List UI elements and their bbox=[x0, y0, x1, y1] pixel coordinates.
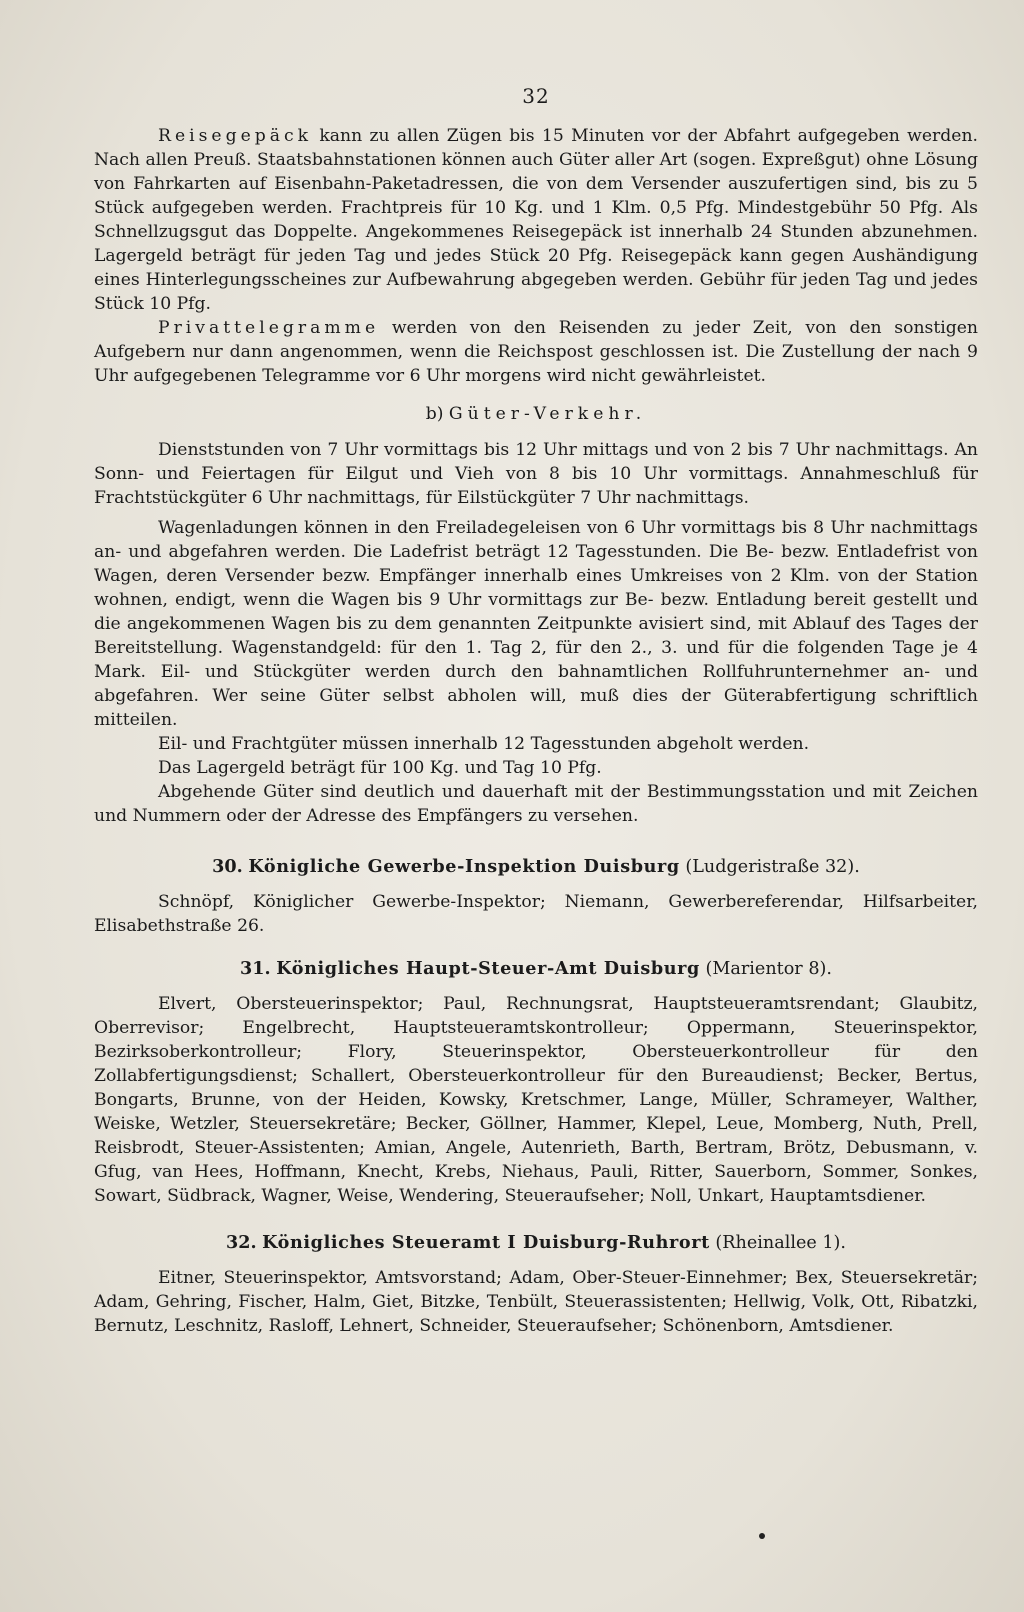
goods-heading-title: Güter-Verkehr. bbox=[448, 404, 647, 424]
goods-pickup: Eil- und Frachtgüter müssen innerhalb 12 Tagesstunden abgeholt werden. bbox=[158, 734, 810, 754]
section-address: (Ludgeristraße 32). bbox=[685, 857, 860, 877]
section-address: (Rheinallee 1). bbox=[715, 1233, 847, 1253]
section-heading bbox=[94, 1230, 978, 1256]
luggage-paragraph bbox=[94, 124, 978, 316]
section-address: (Marientor 8). bbox=[705, 959, 832, 979]
goods-storage: Das Lagergeld beträgt für 100 Kg. und Tag 10 Pfg. bbox=[158, 758, 602, 778]
section-body: Eitner, Steuerinspektor, Amtsvorstand; Adam, Ober-Steuer-Einnehmer; Bex, Steuersekretär; Adam, Gehring, Fischer, Halm, Giet, Bitzke, Tenbült, Steuerassistenten; Hellwig, Volk, Ott, Ribatzki, Bernutz, Leschnitz, Rasloff, Lehnert, Schneider, Steueraufseher; Schönenborn, Amtsdiener. bbox=[94, 1268, 978, 1336]
goods-hours: Dienststunden von 7 Uhr vormittags bis 12 Uhr mittags und von 2 bis 7 Uhr nachmittags. An Sonn- und Feiertagen für Eilgut und Vieh von 8 bis 10 Uhr vormittags. Annahmeschluß für Frachtstückgüter 6 Uhr nachmittags, für Eilstückgüter 7 Uhr nachmittags. bbox=[94, 440, 978, 508]
goods-marking: Abgehende Güter sind deutlich und dauerhaft mit der Bestimmungsstation und mit Zeichen und Nummern oder der Adresse des Empfängers zu versehen. bbox=[94, 782, 978, 826]
page-number: 32 bbox=[522, 84, 550, 108]
section-number: 31. bbox=[240, 958, 271, 979]
section-heading bbox=[94, 956, 978, 982]
section-name: Königliches Haupt-Steuer-Amt Duisburg bbox=[276, 958, 700, 979]
goods-heading-prefix: b) bbox=[425, 404, 444, 424]
section-number: 30. bbox=[212, 856, 243, 877]
section-name: Königliche Gewerbe-Inspektion Duisburg bbox=[248, 856, 680, 877]
ink-speck bbox=[759, 1533, 765, 1539]
goods-heading bbox=[94, 402, 978, 426]
luggage-text: kann zu allen Zügen bis 15 Minuten vor der Abfahrt aufgegeben werden. Nach allen Preuß. Staatsbahnstationen können auch Güter aller Art (sogen. Expreßgut) ohne Lösung von Fahrkarten auf Eisenbahn-Paketadressen, die von dem Versender auszufertigen sind, bis zu 5 Stück aufgegeben werden. Frachtpreis für 10 Kg. und 1 Klm. 0,5 Pfg. Mindestgebühr 50 Pfg. Als Schnellzugsgut das Doppelte. Angekommenes Reisegepäck ist innerhalb 24 Stunden abzunehmen. Lagergeld beträgt für jeden Tag und jedes Stück 20 Pfg. Reisegepäck kann gegen Aushändigung eines Hinterlegungsscheines zur Aufbewahrung abgegeben werden. Gebühr für jeden Tag und jedes Stück 10 Pfg. bbox=[94, 126, 978, 314]
goods-wagons: Wagenladungen können in den Freiladegeleisen von 6 Uhr vormittags bis 8 Uhr nachmittags an- und abgefahren werden. Die Ladefrist beträgt 12 Tagesstunden. Die Be- bezw. Entladefrist von Wagen, deren Versender bezw. Empfänger innerhalb eines Umkreises von 2 Klm. von der Station wohnen, endigt, wenn die Wagen bis 9 Uhr vormittags zur Be- bezw. Entladung bereit gestellt und die angekommenen Wagen bis zu dem genannten Zeitpunkte avisiert sind, mit Ablauf des Tages der Bereitstellung. Wagenstandgeld: für den 1. Tag 2, für den 2., 3. und für die folgenden Tage je 4 Mark. Eil- und Stückgüter werden durch den bahnamtlichen Rollfuhrunternehmer an- und abgefahren. Wer seine Güter selbst abholen will, muß dies der Güterabfertigung schriftlich mitteilen. bbox=[94, 518, 978, 730]
telegrams-text: werden von den Reisenden zu jeder Zeit, von den sonstigen Aufgebern nur dann angenommen, wenn die Reichspost geschlossen ist. Die Zustellung der nach 9 Uhr aufgegebenen Telegramme vor 6 Uhr morgens wird nicht gewährleistet. bbox=[94, 318, 978, 386]
section-body: Schnöpf, Königlicher Gewerbe-Inspektor; Niemann, Gewerbereferendar, Hilfsarbeiter, Elisabethstraße 26. bbox=[94, 892, 978, 936]
luggage-lead: Reisegepäck bbox=[158, 126, 313, 146]
telegrams-paragraph bbox=[94, 316, 978, 388]
section-heading bbox=[94, 854, 978, 880]
section-name: Königliches Steueramt I Duisburg-Ruhrort bbox=[262, 1232, 710, 1253]
section-body: Elvert, Obersteuerinspektor; Paul, Rechnungsrat, Hauptsteueramtsrendant; Glaubitz, Oberrevisor; Engelbrecht, Hauptsteueramtskontrolleur; Oppermann, Steuerinspektor, Bezirksoberkontrolleur; Flory, Steuerinspektor, Obersteuerkontrolleur für den Zollabfertigungsdienst; Schallert, Obersteuerkontrolleur für den Bureaudienst; Becker, Bertus, Bongarts, Brunne, von der Heiden, Kowsky, Kretschmer, Lange, Müller, Schrameyer, Walther, Weiske, Wetzler, Steuersekretäre; Becker, Göllner, Hammer, Klepel, Leue, Momberg, Nuth, Prell, Reisbrodt, Steuer-Assistenten; Amian, Angele, Autenrieth, Barth, Bertram, Brötz, Debusmann, v. Gfug, van Hees, Hoffmann, Knecht, Krebs, Niehaus, Pauli, Ritter, Sauerborn, Sommer, Sonkes, Sowart, Südbrack, Wagner, Weise, Wendering, Steueraufseher; Noll, Unkart, Hauptamtsdiener. bbox=[94, 994, 978, 1206]
telegrams-lead: Privattelegramme bbox=[158, 318, 380, 338]
section-number: 32. bbox=[225, 1232, 257, 1253]
